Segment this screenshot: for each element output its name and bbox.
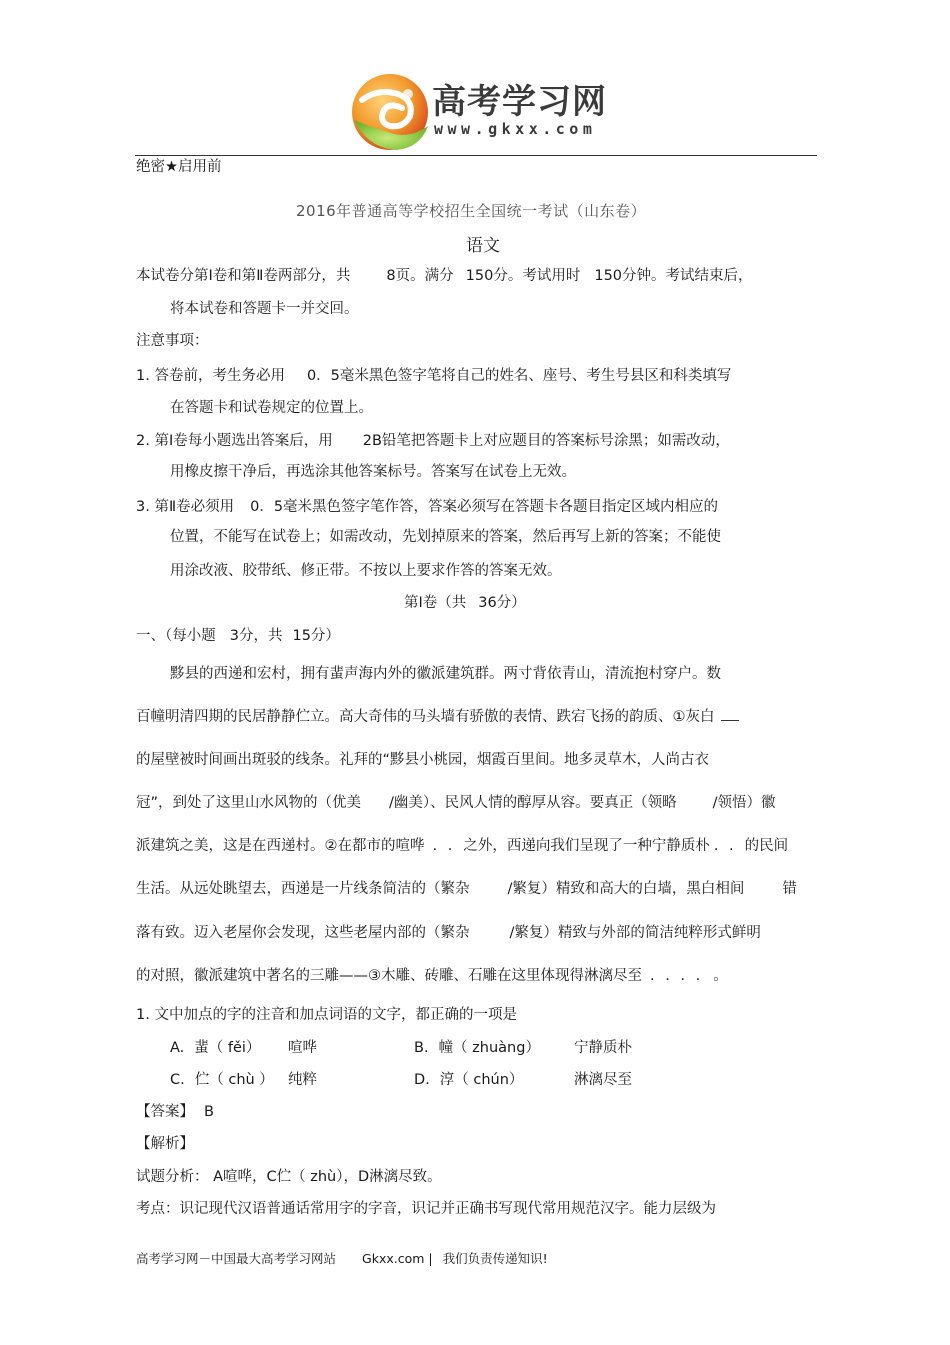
note-3-cont-2: 用涂改液、胶带纸、修正带。不按以上要求作答的答案无效。 [170,563,562,579]
footer [136,1249,548,1267]
passage-line-6-c: 错 [782,881,797,897]
question-1-stem: 1. 文中加点的字的注音和加点词语的文字，都正确的一项是 [136,1007,517,1023]
option-a-label: A. [170,1040,185,1056]
passage-line-5 [136,836,788,856]
header-rule [135,155,817,156]
passage-line-5-c: 的民间 [744,838,789,854]
keypoint-text: 考点：识记现代汉语普通话常用字的字音，识记并正确书写现代常用规范汉字。能力层级为 [136,1201,716,1217]
intro-line-2: 将本试卷和答题卡一并交回。 [170,301,359,317]
option-c [170,1070,274,1090]
passage-line-1: 黟县的西递和宏村，拥有蜚声海内外的徽派建筑群。两寸背依青山，清流抱村穿户。数 [170,666,721,682]
option-c-pinyin: 伫（ chù ） [194,1072,274,1088]
note-1-b: 0．5毫米黑色签字笔将自己的姓名、座号、考生号县区和科类填写 [306,368,732,384]
notes-heading: 注意事项： [136,333,209,349]
option-b-word: 宁静质朴 [574,1040,632,1056]
footer-left: 高考学习网－中国最大高考学习网站 [136,1251,337,1266]
passage-line-2-text: 百幢明清四期的民居静静伫立。高大奇伟的马头墙有骄傲的表情、跌宕飞扬的韵质、①灰白 [136,709,715,725]
site-logo [348,68,628,158]
passage-line-3: 的屋壁被时间画出斑驳的线条。礼拜的“黟县小桃园，烟霞百里间。地多灵草木，人尚古衣 [136,752,710,768]
confidential-mark: 绝密★启用前 [136,159,222,175]
passage-line-7 [136,923,761,943]
section-heading [404,593,526,613]
passage-line-6-a: 生活。从远处眺望去，西递是一片线条简洁的（繁杂 [136,881,470,897]
intro-text-b: 8页。满分 [386,268,454,284]
option-b [414,1038,540,1058]
intro-text-d: 150分钟。考试结束后， [594,268,753,284]
logo-globe-icon [348,70,434,156]
note-1-a: 1. 答卷前，考生务必用 [136,368,285,384]
exam-subject: 语文 [466,236,500,256]
emphasis-dots-3: . . . . [650,968,704,984]
note-1-cont: 在答题卡和试卷规定的位置上。 [170,400,373,416]
intro-line-1 [136,266,753,286]
intro-text-c: 150分。考试用时 [465,268,581,284]
option-d [414,1070,523,1090]
option-b-label: B. [414,1040,429,1056]
part-heading-c: 15分） [292,628,340,644]
analysis-label: 【解析】 [136,1136,194,1152]
note-1 [136,366,731,386]
logo-title: 高考学习网 [432,82,607,122]
part-heading-a: 一、（每小题 [136,628,216,644]
emphasis-dots-2: . . [713,838,737,854]
analysis-text: 试题分析： A喧哗，C伫（ zhù），D淋漓尽致。 [136,1169,442,1185]
passage-line-8-a: 的对照，徽派建筑中著名的三雕——③木雕、砖雕、石雕在这里体现得淋漓尽至 [136,968,642,984]
option-b-pinyin: 幢（ zhuàng） [438,1040,540,1056]
passage-line-8 [136,966,728,986]
option-d-label: D. [414,1072,430,1088]
passage-line-4-c: /领悟）徽 [712,795,776,811]
answer-line [136,1102,214,1122]
answer-value: B [204,1104,214,1120]
section-heading-a: 第Ⅰ卷（共 [404,595,467,611]
note-3-cont-1: 位置，不能写在试卷上；如需改动，先划掉原来的答案，然后再写上新的答案；不能使 [170,529,721,545]
logo-url: www.gkxx.com [434,120,597,138]
option-d-word: 淋漓尽至 [574,1072,632,1088]
note-2-cont: 用橡皮擦干净后，再选涂其他答案标号。答案写在试卷上无效。 [170,464,576,480]
passage-line-7-b: /繁复）精致与外部的简洁纯粹形式鲜明 [509,925,761,941]
part-heading [136,626,340,646]
passage-line-4-b: /幽美）、民风人情的醇厚从容。要真正（领略 [389,795,677,811]
part-heading-b: 3分，共 [229,628,283,644]
footer-site-link[interactable]: Gkxx.com | [362,1251,433,1266]
option-c-word: 纯粹 [288,1072,317,1088]
passage-line-4 [136,793,776,813]
option-c-label: C. [170,1072,185,1088]
option-d-pinyin: 淳（ chún） [439,1072,524,1088]
exam-title: 2016年普通高等学校招生全国统一考试（山东卷） [296,202,647,220]
note-3-a: 3. 第Ⅱ卷必须用 [136,499,235,515]
passage-line-7-a: 落有致。迈入老屋你会发现，这些老屋内部的（繁杂 [136,925,470,941]
passage-line-6-b: /繁复）精致和高大的白墙，黑白相间 [507,881,745,897]
passage-line-2 [136,707,739,727]
section-heading-b: 36分） [478,595,526,611]
emphasis-dots-1: . . [432,838,456,854]
passage-line-5-b: 之外，西递向我们呈现了一种宁静质朴 [463,838,710,854]
note-2 [136,431,730,451]
answer-label: 【答案】 [136,1104,194,1120]
passage-line-4-a: 冠”，到处了这里山水风物的（优美 [136,795,362,811]
passage-line-5-a: 派建筑之美，这是在西递村。②在都市的喧哗 [136,838,425,854]
note-2-b: 2B铅笔把答题卡上对应题目的答案标号涂黑；如需改动， [362,433,730,449]
option-a-pinyin: 蜚（ fěi） [194,1040,261,1056]
note-2-a: 2. 第Ⅰ卷每小题选出答案后，用 [136,433,333,449]
intro-text-a: 本试卷分第Ⅰ卷和第Ⅱ卷两部分，共 [136,268,351,284]
footer-slogan: 我们负责传递知识! [442,1251,548,1266]
note-3 [136,497,718,517]
passage-line-6 [136,879,797,899]
passage-line-8-b: 。 [713,968,728,984]
blank-underline [721,708,739,721]
note-3-b: 0．5毫米黑色签字笔作答，答案必须写在答题卡各题目指定区域内相应的 [250,499,719,515]
option-a-word: 喧哗 [288,1040,317,1056]
option-a [170,1038,260,1058]
